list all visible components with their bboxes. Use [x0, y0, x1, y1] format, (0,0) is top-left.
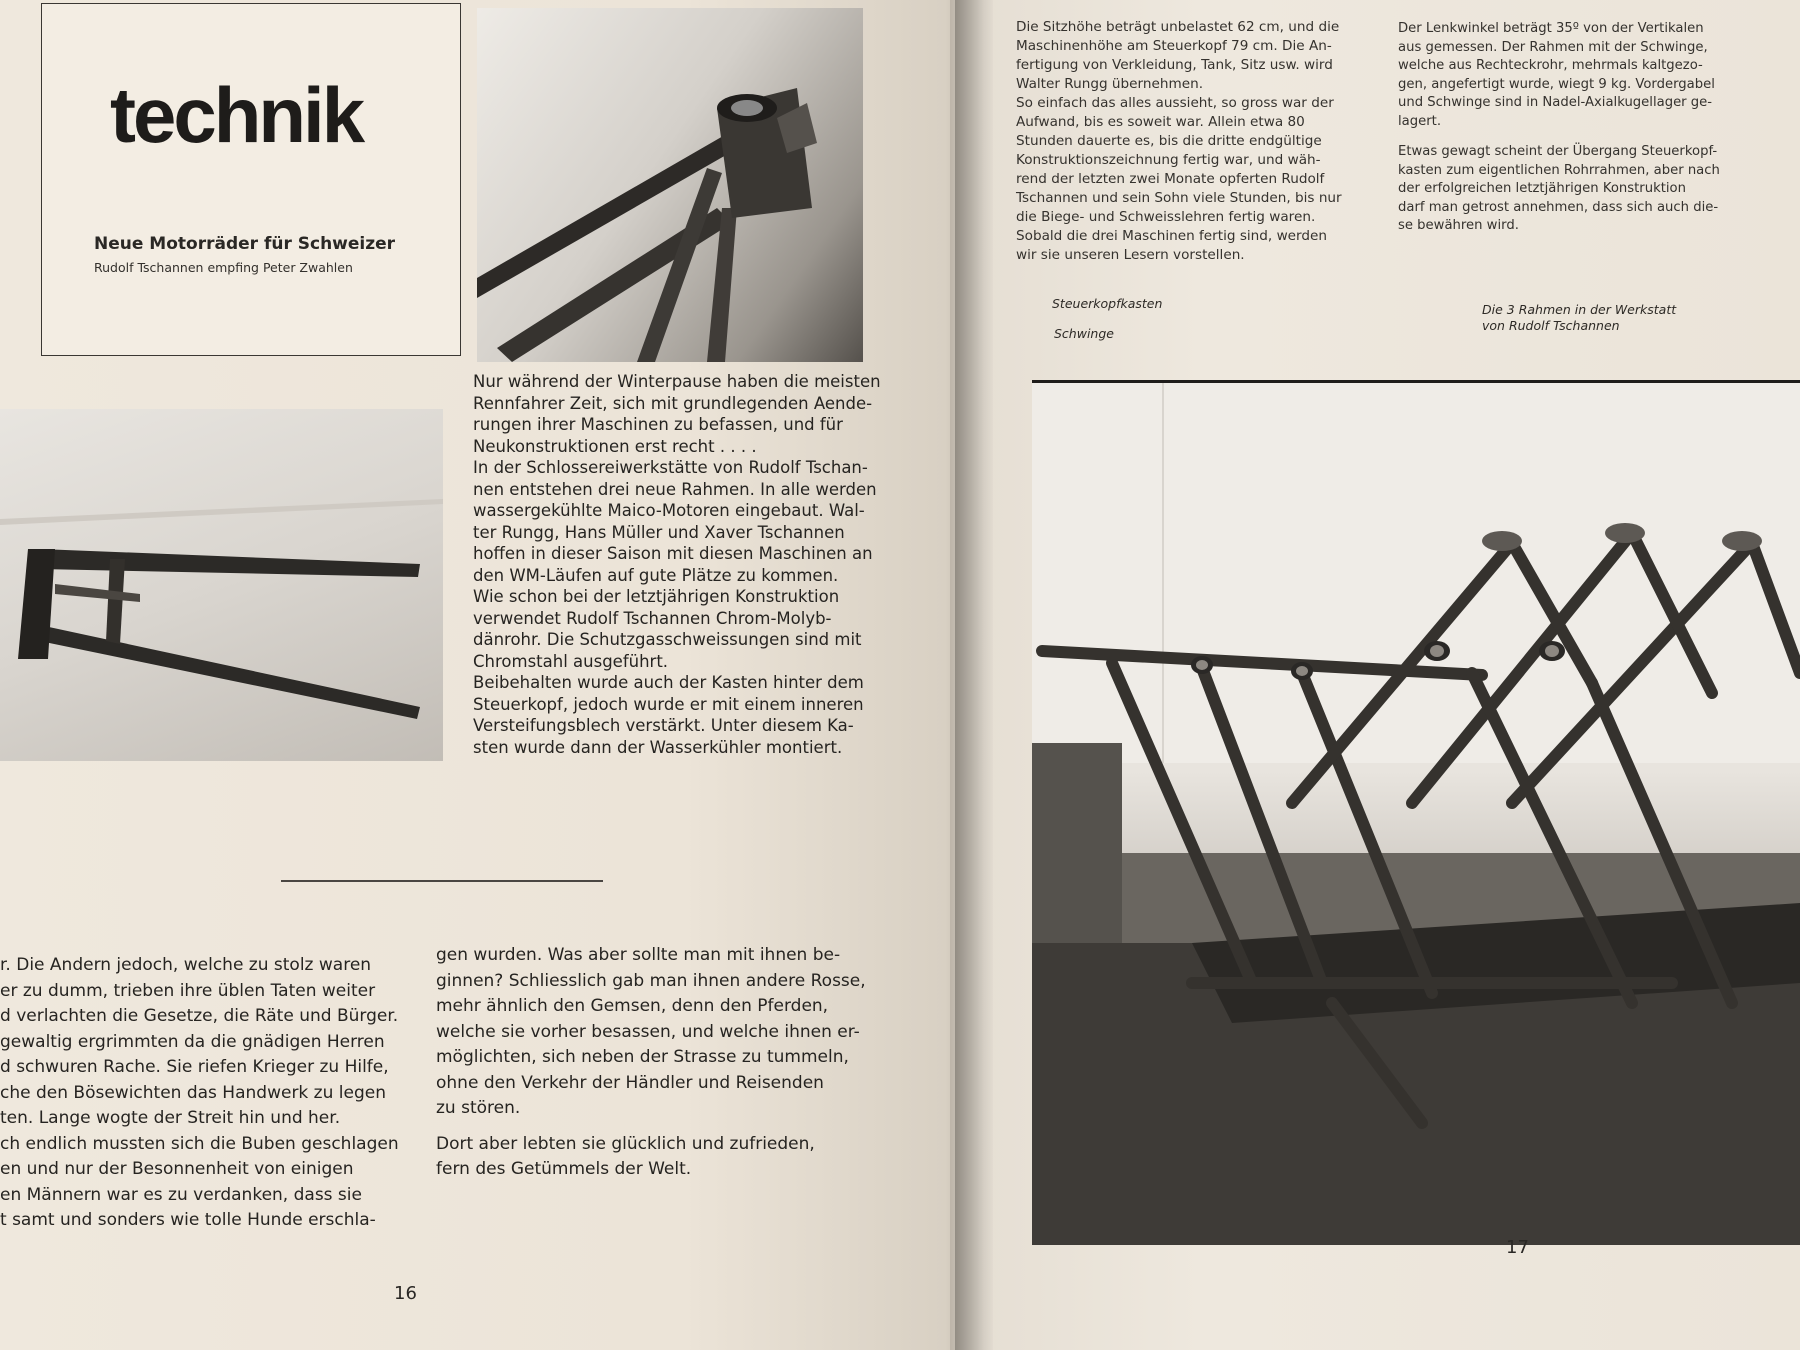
text-line: Neukonstruktionen erst recht . . . .: [473, 436, 757, 456]
text-line: lagert.: [1398, 113, 1442, 129]
text-line: Etwas gewagt scheint der Übergang Steuerkopf-: [1398, 144, 1718, 159]
text-line: Konstruktionszeichnung fertig war, und wäh-: [1016, 152, 1321, 168]
text-line: rungen ihrer Maschinen zu befassen, und für: [473, 415, 843, 434]
text-line: ohne den Verkehr der Händler und Reisenden: [436, 1072, 824, 1093]
text-line: der erfolgreichen letztjährigen Konstruktion: [1398, 181, 1686, 196]
text-line: hoffen in dieser Saison mit diesen Maschinen an: [473, 544, 873, 563]
text-line: mehr ähnlich den Gemsen, denn den Pferden,: [436, 996, 829, 1016]
text-line: che den Bösewichten das Handwerk zu legen: [0, 1082, 386, 1103]
text-line: So einfach das alles aussieht, so gross war der: [1016, 95, 1334, 111]
right-column-2: [1398, 20, 1720, 236]
text-line: Beibehalten wurde auch der Kasten hinter dem: [473, 673, 864, 692]
text-line: sten wurde dann der Wasserkühler montiert.: [473, 737, 843, 757]
story-column-2: [436, 943, 866, 1183]
text-line: nen entstehen drei neue Rahmen. In alle werden: [473, 479, 877, 499]
article-byline: Rudolf Tschannen empfing Peter Zwahlen: [94, 260, 353, 275]
caption-rahmen: [1482, 302, 1676, 334]
section-title: technik: [110, 71, 363, 159]
text-line: darf man getrost annehmen, dass sich auch die-: [1398, 199, 1719, 215]
text-line: Chromstahl ausgeführt.: [473, 651, 669, 671]
text-line: aus gemessen. Der Rahmen mit der Schwinge,: [1398, 39, 1708, 55]
text-line: den WM-Läufen auf gute Plätze zu kommen.: [473, 565, 839, 585]
photo-three-frames: [1032, 380, 1800, 1245]
article-subtitle: Neue Motorräder für Schweizer: [94, 234, 396, 254]
text-line: Steuerkopf, jedoch wurde er mit einem inneren: [473, 694, 864, 714]
text-line: Walter Rungg übernehmen.: [1016, 76, 1204, 92]
text-line: Tschannen und sein Sohn viele Stunden, bis nur: [1016, 190, 1342, 206]
text-line: In der Schlossereiwerkstätte von Rudolf Tschan-: [473, 458, 868, 477]
story-column-1: [0, 953, 399, 1234]
text-line: Der Lenkwinkel beträgt 35º von der Vertikalen: [1398, 21, 1704, 36]
text-line: t samt und sonders wie tolle Hunde erschla-: [0, 1210, 376, 1230]
caption-line: von Rudolf Tschannen: [1482, 318, 1620, 333]
text-line: d schwuren Rache. Sie riefen Krieger zu Hilfe,: [0, 1057, 389, 1077]
text-line: Maschinenhöhe am Steuerkopf 79 cm. Die An-: [1016, 38, 1332, 54]
text-line: Aufwand, bis es soweit war. Allein etwa 80: [1016, 114, 1305, 130]
caption-steuerkopfkasten: Steuerkopfkasten: [1052, 296, 1163, 311]
text-line: ten. Lange wogte der Streit hin und her.: [0, 1108, 341, 1128]
page-number-left: 16: [394, 1283, 417, 1304]
text-line: ch endlich mussten sich die Buben geschlagen: [0, 1133, 399, 1154]
text-line: Die Sitzhöhe beträgt unbelastet 62 cm, und die: [1016, 19, 1340, 35]
text-line: Versteifungsblech verstärkt. Unter diesem Ka-: [473, 716, 854, 735]
text-line: gewaltig ergrimmten da die gnädigen Herren: [0, 1031, 385, 1052]
right-page: [950, 0, 1800, 1350]
right-column-1: [1016, 18, 1342, 265]
title-box: [41, 3, 461, 356]
text-line: r. Die Andern jedoch, welche zu stolz waren: [0, 955, 372, 975]
main-article-text: [473, 371, 881, 758]
text-line: se bewähren wird.: [1398, 218, 1519, 233]
text-line: die Biege- und Schweisslehren fertig waren.: [1016, 209, 1316, 225]
caption-schwinge: Schwinge: [1054, 326, 1114, 341]
text-line: Stunden dauerte es, bis die dritte endgültige: [1016, 133, 1322, 149]
page-number-right: 17: [1506, 1237, 1529, 1258]
photo-swingarm: [0, 409, 443, 761]
text-line: er zu dumm, trieben ihre üblen Taten weiter: [0, 980, 376, 1001]
text-line: welche sie vorher besassen, und welche ihnen er-: [436, 1021, 860, 1042]
text-line: Sobald die drei Maschinen fertig sind, werden: [1016, 228, 1328, 244]
text-line: verwendet Rudolf Tschannen Chrom-Molyb-: [473, 608, 832, 628]
text-line: und Schwinge sind in Nadel-Axialkugellager ge-: [1398, 95, 1713, 110]
text-line: dänrohr. Die Schutzgasschweissungen sind mit: [473, 630, 862, 649]
text-line: Dort aber lebten sie glücklich und zufrieden,: [436, 1133, 815, 1154]
text-line: d verlachten die Gesetze, die Räte und Bürger.: [0, 1006, 399, 1026]
book-gutter-shadow: [955, 0, 993, 1350]
text-line: kasten zum eigentlichen Rohrrahmen, aber nach: [1398, 162, 1720, 178]
text-line: gen wurden. Was aber sollte man mit ihnen be-: [436, 945, 841, 965]
text-line: en und nur der Besonnenheit von einigen: [0, 1159, 354, 1179]
text-line: möglichten, sich neben der Strasse zu tummeln,: [436, 1047, 849, 1067]
text-line: en Männern war es zu verdanken, dass sie: [0, 1184, 362, 1205]
text-line: fertigung von Verkleidung, Tank, Sitz usw. wird: [1016, 57, 1333, 73]
caption-line: Die 3 Rahmen in der Werkstatt: [1482, 302, 1677, 317]
text-line: fern des Getümmels der Welt.: [436, 1159, 692, 1179]
text-line: gen, angefertigt wurde, wiegt 9 kg. Vordergabel: [1398, 76, 1715, 92]
text-line: Nur während der Winterpause haben die meisten: [473, 372, 881, 391]
text-line: welche aus Rechteckrohr, mehrmals kaltgezo-: [1398, 58, 1703, 73]
text-line: zu stören.: [436, 1098, 521, 1118]
text-line: ter Rungg, Hans Müller und Xaver Tschannen: [473, 522, 845, 542]
text-line: Wie schon bei der letztjährigen Konstruktion: [473, 587, 840, 606]
text-line: wir sie unseren Lesern vorstellen.: [1016, 247, 1245, 263]
photo-steering-head-box: [477, 8, 863, 362]
text-line: ginnen? Schliesslich gab man ihnen andere Rosse,: [436, 970, 866, 991]
text-line: wassergekühlte Maico-Motoren eingebaut. Wal-: [473, 501, 865, 520]
text-line: rend der letzten zwei Monate opferten Rudolf: [1016, 171, 1325, 187]
text-line: Rennfahrer Zeit, sich mit grundlegenden Aende-: [473, 393, 873, 413]
section-divider: [281, 880, 603, 882]
